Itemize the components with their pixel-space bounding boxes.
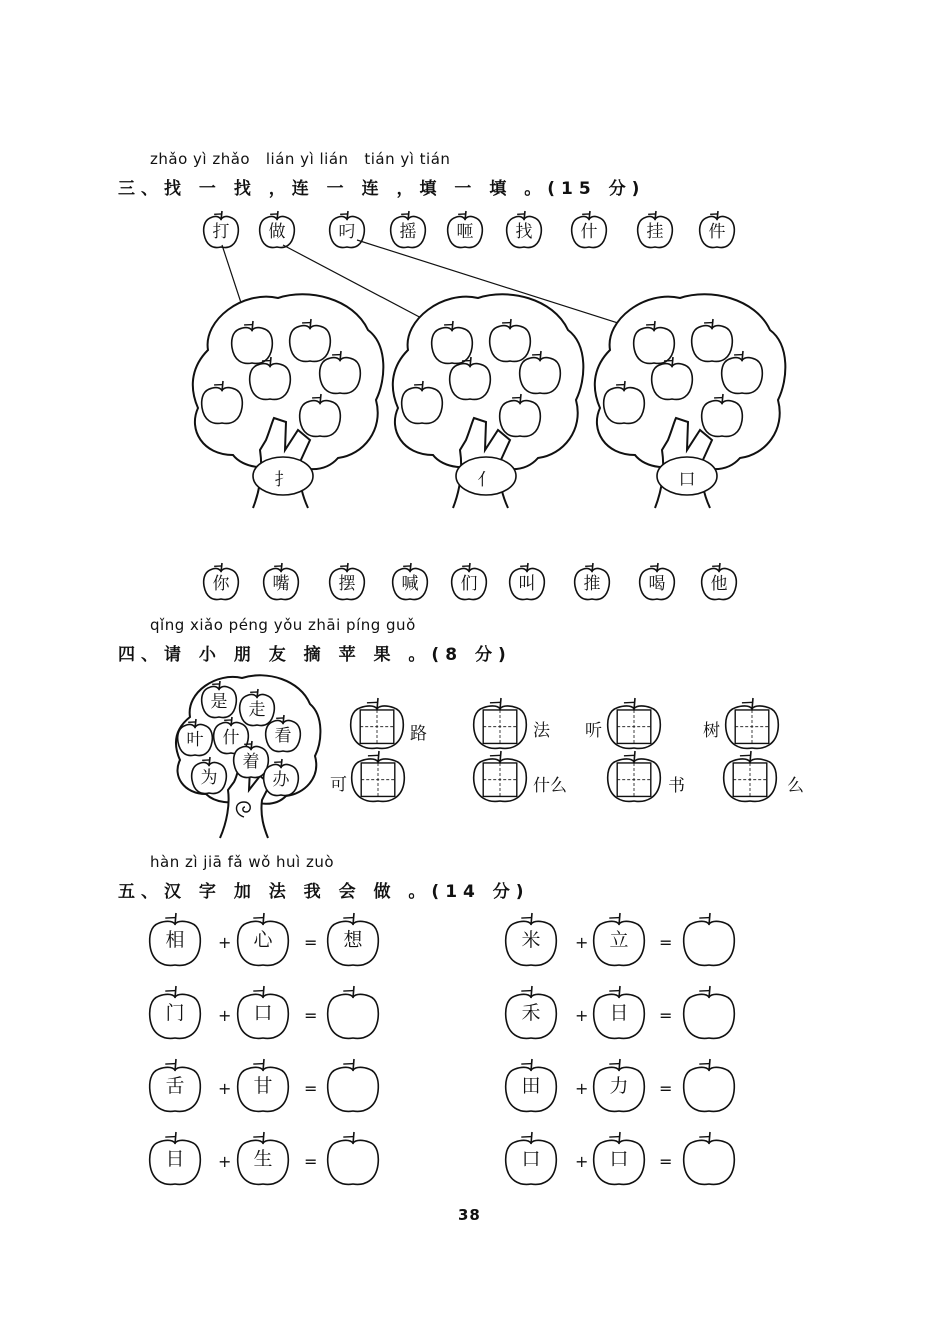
grid-apple-3[interactable] [472, 697, 528, 751]
grid-apple-7[interactable] [724, 697, 780, 751]
char: 甘 [253, 1075, 273, 1097]
word-shu-tree: 树 [703, 721, 720, 741]
char: 禾 [521, 1002, 541, 1024]
equals-sign: = [659, 933, 673, 952]
grid-apple-6[interactable] [606, 750, 662, 804]
char: 口 [609, 1148, 629, 1170]
grid-apple-4[interactable] [606, 697, 662, 751]
radical-label: 口 [678, 470, 696, 490]
apple-result[interactable] [326, 912, 380, 968]
char: 为 [200, 768, 218, 788]
char: 立 [609, 929, 629, 951]
apple-bottom-9[interactable] [700, 562, 738, 602]
apple-result[interactable] [326, 985, 380, 1041]
plus-sign: + [575, 1152, 589, 1171]
apple-outline [606, 697, 662, 751]
apple-outline [518, 350, 562, 396]
apple-outline [720, 350, 764, 396]
char: 你 [212, 574, 230, 594]
radical-oval-3 [656, 456, 718, 496]
apple-result[interactable] [326, 1131, 380, 1187]
apple-a [148, 985, 202, 1041]
apple-b [592, 1131, 646, 1187]
apple-result[interactable] [682, 912, 736, 968]
char: 力 [609, 1075, 629, 1097]
char: 挂 [646, 222, 664, 242]
char: 摆 [338, 574, 356, 594]
apple-a [148, 912, 202, 968]
equals-sign: = [304, 1152, 318, 1171]
word-ting: 听 [585, 721, 602, 741]
apple-a [504, 912, 558, 968]
apple-a [504, 985, 558, 1041]
apple-outline [350, 750, 406, 804]
char: 打 [212, 222, 230, 242]
radical-label: 亻 [477, 470, 495, 490]
section3-pinyin: zhǎo yì zhǎo lián yì lián tián yì tián [150, 150, 451, 168]
apple-outline [650, 356, 694, 402]
apple-result[interactable] [682, 985, 736, 1041]
char: 叫 [518, 574, 536, 594]
apple-bottom-6[interactable] [508, 562, 546, 602]
apple-result[interactable] [682, 1131, 736, 1187]
apple-bottom-7[interactable] [573, 562, 611, 602]
apple-bottom-3[interactable] [328, 562, 366, 602]
apple-a [148, 1058, 202, 1114]
section3-title: 三、找 一 找 ，连 一 连 ，填 一 填 。(15 分) [118, 179, 646, 199]
char: 推 [583, 574, 601, 594]
apple-result[interactable] [682, 1058, 736, 1114]
char: 日 [609, 1002, 629, 1024]
tree-apple-8[interactable] [262, 758, 300, 798]
apple-outline [326, 985, 380, 1041]
apple-bottom-1[interactable] [202, 562, 240, 602]
apple-outline [326, 1058, 380, 1114]
char: 走 [248, 700, 266, 720]
apple-bottom-5[interactable] [450, 562, 488, 602]
apple-b [592, 1058, 646, 1114]
apple-outline [349, 697, 405, 751]
apple-outline [248, 356, 292, 402]
tree-3-apple-3[interactable] [650, 356, 694, 402]
apple-bottom-4[interactable] [391, 562, 429, 602]
apple-outline [200, 380, 244, 426]
char: 叼 [338, 222, 356, 242]
tree-1-apple-4[interactable] [318, 350, 362, 396]
word-me: 么 [787, 776, 804, 796]
char: 什 [222, 728, 240, 748]
word-shenme: 什么 [533, 776, 567, 796]
apple-b [236, 1058, 290, 1114]
char: 门 [165, 1002, 185, 1024]
char: 米 [521, 929, 541, 951]
tree-apple-3[interactable] [176, 718, 214, 758]
apple-a [148, 1131, 202, 1187]
plus-sign: + [575, 933, 589, 952]
char: 们 [460, 574, 478, 594]
apple-b [236, 985, 290, 1041]
grid-apple-5[interactable] [472, 750, 528, 804]
char: 生 [253, 1148, 273, 1170]
apple-b [592, 985, 646, 1041]
plus-sign: + [575, 1079, 589, 1098]
section5-pinyin: hàn zì jiā fǎ wǒ huì zuò [150, 853, 335, 871]
apple-outline [326, 1131, 380, 1187]
section4-pinyin: qǐng xiǎo péng yǒu zhāi píng guǒ [150, 616, 416, 634]
char: 叶 [186, 730, 204, 750]
word-lu: 路 [410, 724, 427, 744]
grid-apple-8[interactable] [722, 750, 778, 804]
apple-outline [700, 393, 744, 439]
plus-sign: + [218, 1006, 232, 1025]
char: 是 [210, 692, 228, 712]
radical-oval-1 [252, 456, 314, 496]
char: 嘴 [272, 574, 290, 594]
char: 咂 [456, 222, 474, 242]
apple-outline [400, 380, 444, 426]
char: 想 [343, 929, 363, 951]
word-shu-book: 书 [668, 776, 685, 796]
apple-b [236, 1131, 290, 1187]
apple-outline [472, 697, 528, 751]
tree-1-apple-3[interactable] [248, 356, 292, 402]
char: 什 [580, 222, 598, 242]
plus-sign: + [218, 933, 232, 952]
apple-bottom-2[interactable] [262, 562, 300, 602]
section5-title: 五、汉 字 加 法 我 会 做 。(14 分) [118, 882, 530, 902]
tree-3-apple-4[interactable] [720, 350, 764, 396]
char: 喊 [401, 574, 419, 594]
apple-outline [448, 356, 492, 402]
tree-1-apple-6[interactable] [298, 393, 342, 439]
tree-2-apple-4[interactable] [518, 350, 562, 396]
radical-oval-2 [455, 456, 517, 496]
equals-sign: = [304, 1079, 318, 1098]
char: 摇 [399, 222, 417, 242]
page-number: 38 [458, 1206, 481, 1224]
apple-outline [472, 750, 528, 804]
section4-title: 四、请 小 朋 友 摘 苹 果 。(8 分) [118, 645, 512, 665]
tree-apple-7[interactable] [190, 756, 228, 796]
apple-outline [318, 350, 362, 396]
tree-3-apple-6[interactable] [700, 393, 744, 439]
char: 做 [268, 222, 286, 242]
apple-outline [606, 750, 662, 804]
equals-sign: = [304, 933, 318, 952]
char: 相 [165, 929, 185, 951]
tree-2-apple-6[interactable] [498, 393, 542, 439]
equals-sign: = [659, 1079, 673, 1098]
apple-outline [602, 380, 646, 426]
char: 着 [242, 752, 260, 772]
apple-outline [724, 697, 780, 751]
tree-2-apple-5[interactable] [400, 380, 444, 426]
plus-sign: + [218, 1079, 232, 1098]
apple-outline [682, 1058, 736, 1114]
grid-apple-1[interactable] [349, 697, 405, 751]
apple-outline [682, 1131, 736, 1187]
apple-outline [682, 912, 736, 968]
char: 口 [521, 1148, 541, 1170]
char: 口 [253, 1002, 273, 1024]
char: 他 [710, 574, 728, 594]
word-fa: 法 [533, 721, 550, 741]
equals-sign: = [659, 1152, 673, 1171]
char: 看 [274, 726, 292, 746]
apple-b [236, 912, 290, 968]
tree-3-apple-5[interactable] [602, 380, 646, 426]
radical-label: 扌 [274, 470, 292, 490]
char: 件 [708, 222, 726, 242]
apple-result[interactable] [326, 1058, 380, 1114]
apple-a [504, 1058, 558, 1114]
apple-outline [682, 985, 736, 1041]
grid-apple-2[interactable] [350, 750, 406, 804]
apple-outline [298, 393, 342, 439]
equals-sign: = [304, 1006, 318, 1025]
char: 舌 [165, 1075, 185, 1097]
apple-a [504, 1131, 558, 1187]
plus-sign: + [218, 1152, 232, 1171]
plus-sign: + [575, 1006, 589, 1025]
char: 日 [165, 1148, 185, 1170]
char: 办 [272, 770, 290, 790]
equals-sign: = [659, 1006, 673, 1025]
apple-b [592, 912, 646, 968]
tree-1-apple-5[interactable] [200, 380, 244, 426]
char: 喝 [648, 574, 666, 594]
apple-outline [722, 750, 778, 804]
word-ke: 可 [330, 775, 347, 795]
apple-bottom-8[interactable] [638, 562, 676, 602]
tree-apple-1[interactable] [200, 680, 238, 720]
char: 田 [521, 1075, 541, 1097]
char: 心 [253, 929, 273, 951]
tree-2-apple-3[interactable] [448, 356, 492, 402]
char: 找 [515, 222, 533, 242]
apple-outline [498, 393, 542, 439]
